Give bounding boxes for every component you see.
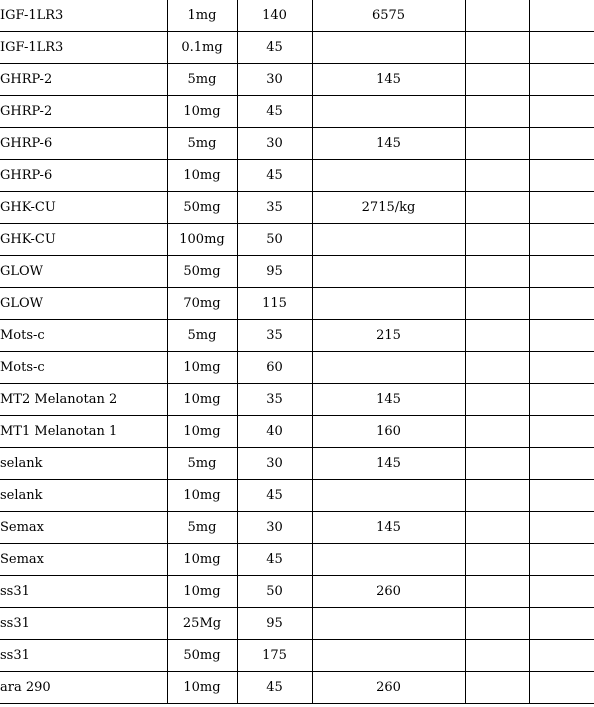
table-row bbox=[0, 224, 594, 256]
table-row bbox=[0, 608, 594, 640]
bulk-price-cell[interactable] bbox=[312, 96, 465, 128]
product-name-cell[interactable]: ss31 bbox=[0, 608, 167, 640]
table-row bbox=[0, 32, 594, 64]
bulk-price-cell[interactable] bbox=[312, 224, 465, 256]
product-name-cell[interactable]: GLOW bbox=[0, 288, 167, 320]
size-cell[interactable]: 25Mg bbox=[167, 608, 237, 640]
bulk-price-cell[interactable]: 215 bbox=[312, 320, 465, 352]
bulk-price-cell[interactable] bbox=[312, 544, 465, 576]
empty-cell[interactable] bbox=[465, 352, 529, 384]
bulk-price-cell[interactable] bbox=[312, 480, 465, 512]
table-row bbox=[0, 576, 594, 608]
price-cell[interactable]: 40 bbox=[237, 416, 312, 448]
table-row bbox=[0, 96, 594, 128]
product-name-cell[interactable]: MT2 Melanotan 2 bbox=[0, 384, 167, 416]
size-cell[interactable]: 5mg bbox=[167, 320, 237, 352]
price-cell[interactable]: 175 bbox=[237, 640, 312, 672]
price-cell[interactable]: 95 bbox=[237, 256, 312, 288]
price-cell[interactable]: 95 bbox=[237, 608, 312, 640]
price-cell[interactable]: 50 bbox=[237, 576, 312, 608]
empty-cell[interactable] bbox=[529, 320, 594, 352]
empty-cell[interactable] bbox=[465, 192, 529, 224]
product-name-cell[interactable]: GHRP-6 bbox=[0, 160, 167, 192]
empty-cell[interactable] bbox=[465, 384, 529, 416]
product-name-cell[interactable]: ara 290 bbox=[0, 672, 167, 704]
empty-cell[interactable] bbox=[529, 256, 594, 288]
size-cell[interactable]: 0.1mg bbox=[167, 32, 237, 64]
product-name-cell[interactable]: Semax bbox=[0, 544, 167, 576]
price-cell[interactable]: 35 bbox=[237, 320, 312, 352]
bulk-price-cell[interactable] bbox=[312, 352, 465, 384]
empty-cell[interactable] bbox=[465, 512, 529, 544]
product-name-cell[interactable]: GHRP-2 bbox=[0, 96, 167, 128]
table-row bbox=[0, 384, 594, 416]
empty-cell[interactable] bbox=[465, 544, 529, 576]
bulk-price-cell[interactable]: 145 bbox=[312, 128, 465, 160]
bulk-price-cell[interactable]: 6575 bbox=[312, 0, 465, 32]
empty-cell[interactable] bbox=[529, 288, 594, 320]
price-cell[interactable]: 60 bbox=[237, 352, 312, 384]
size-cell[interactable]: 10mg bbox=[167, 480, 237, 512]
bulk-price-cell[interactable]: 160 bbox=[312, 416, 465, 448]
empty-cell[interactable] bbox=[529, 480, 594, 512]
bulk-price-cell[interactable]: 145 bbox=[312, 512, 465, 544]
size-cell[interactable]: 10mg bbox=[167, 160, 237, 192]
table-row bbox=[0, 192, 594, 224]
empty-cell[interactable] bbox=[529, 640, 594, 672]
empty-cell[interactable] bbox=[529, 352, 594, 384]
product-name-cell[interactable]: GHK-CU bbox=[0, 192, 167, 224]
empty-cell[interactable] bbox=[465, 608, 529, 640]
product-name-cell[interactable]: IGF-1LR3 bbox=[0, 32, 167, 64]
empty-cell[interactable] bbox=[529, 448, 594, 480]
size-cell[interactable]: 10mg bbox=[167, 672, 237, 704]
size-cell[interactable]: 50mg bbox=[167, 192, 237, 224]
table-row bbox=[0, 480, 594, 512]
bulk-price-cell[interactable] bbox=[312, 32, 465, 64]
size-cell[interactable]: 10mg bbox=[167, 576, 237, 608]
empty-cell[interactable] bbox=[529, 64, 594, 96]
table-row bbox=[0, 128, 594, 160]
empty-cell[interactable] bbox=[465, 448, 529, 480]
empty-cell[interactable] bbox=[529, 96, 594, 128]
bulk-price-cell[interactable]: 145 bbox=[312, 384, 465, 416]
price-cell[interactable]: 35 bbox=[237, 384, 312, 416]
bulk-price-cell[interactable] bbox=[312, 288, 465, 320]
product-name-cell[interactable]: ss31 bbox=[0, 640, 167, 672]
empty-cell[interactable] bbox=[529, 576, 594, 608]
size-cell[interactable]: 10mg bbox=[167, 544, 237, 576]
table-row bbox=[0, 352, 594, 384]
table-row bbox=[0, 544, 594, 576]
product-name-cell[interactable]: ss31 bbox=[0, 576, 167, 608]
empty-cell[interactable] bbox=[465, 224, 529, 256]
empty-cell[interactable] bbox=[465, 256, 529, 288]
price-cell[interactable]: 115 bbox=[237, 288, 312, 320]
size-cell[interactable]: 10mg bbox=[167, 96, 237, 128]
empty-cell[interactable] bbox=[465, 672, 529, 704]
empty-cell[interactable] bbox=[465, 64, 529, 96]
bulk-price-cell[interactable] bbox=[312, 256, 465, 288]
size-cell[interactable]: 5mg bbox=[167, 448, 237, 480]
price-cell[interactable]: 30 bbox=[237, 64, 312, 96]
price-cell[interactable]: 35 bbox=[237, 192, 312, 224]
price-cell[interactable]: 50 bbox=[237, 224, 312, 256]
product-name-cell[interactable]: GLOW bbox=[0, 256, 167, 288]
empty-cell[interactable] bbox=[465, 0, 529, 32]
bulk-price-cell[interactable] bbox=[312, 608, 465, 640]
empty-cell[interactable] bbox=[465, 96, 529, 128]
empty-cell[interactable] bbox=[529, 128, 594, 160]
table-row bbox=[0, 320, 594, 352]
empty-cell[interactable] bbox=[529, 160, 594, 192]
empty-cell[interactable] bbox=[465, 416, 529, 448]
product-name-cell[interactable]: Semax bbox=[0, 512, 167, 544]
product-name-cell[interactable]: GHRP-6 bbox=[0, 128, 167, 160]
empty-cell[interactable] bbox=[529, 544, 594, 576]
empty-cell[interactable] bbox=[529, 672, 594, 704]
price-cell[interactable]: 140 bbox=[237, 0, 312, 32]
table-row bbox=[0, 256, 594, 288]
table-row bbox=[0, 512, 594, 544]
price-cell[interactable]: 30 bbox=[237, 128, 312, 160]
product-name-cell[interactable]: GHK-CU bbox=[0, 224, 167, 256]
product-name-cell[interactable]: IGF-1LR3 bbox=[0, 0, 167, 32]
size-cell[interactable]: 10mg bbox=[167, 416, 237, 448]
empty-cell[interactable] bbox=[465, 160, 529, 192]
empty-cell[interactable] bbox=[529, 416, 594, 448]
product-name-cell[interactable]: MT1 Melanotan 1 bbox=[0, 416, 167, 448]
empty-cell[interactable] bbox=[529, 32, 594, 64]
empty-cell[interactable] bbox=[529, 0, 594, 32]
size-cell[interactable]: 50mg bbox=[167, 256, 237, 288]
size-cell[interactable]: 70mg bbox=[167, 288, 237, 320]
size-cell[interactable]: 5mg bbox=[167, 64, 237, 96]
empty-cell[interactable] bbox=[529, 608, 594, 640]
bulk-price-cell[interactable]: 260 bbox=[312, 672, 465, 704]
table-row bbox=[0, 672, 594, 704]
size-cell[interactable]: 10mg bbox=[167, 352, 237, 384]
product-name-cell[interactable]: selank bbox=[0, 480, 167, 512]
product-name-cell[interactable]: Mots-c bbox=[0, 320, 167, 352]
size-cell[interactable]: 10mg bbox=[167, 384, 237, 416]
table-row bbox=[0, 288, 594, 320]
bulk-price-cell[interactable]: 145 bbox=[312, 448, 465, 480]
empty-cell[interactable] bbox=[529, 384, 594, 416]
price-cell[interactable]: 45 bbox=[237, 96, 312, 128]
empty-cell[interactable] bbox=[465, 640, 529, 672]
empty-cell[interactable] bbox=[529, 192, 594, 224]
empty-cell[interactable] bbox=[529, 512, 594, 544]
empty-cell[interactable] bbox=[465, 32, 529, 64]
bulk-price-cell[interactable] bbox=[312, 640, 465, 672]
empty-cell[interactable] bbox=[529, 224, 594, 256]
table-row bbox=[0, 0, 594, 32]
size-cell[interactable]: 5mg bbox=[167, 512, 237, 544]
empty-cell[interactable] bbox=[465, 320, 529, 352]
bulk-price-cell[interactable] bbox=[312, 160, 465, 192]
empty-cell[interactable] bbox=[465, 288, 529, 320]
size-cell[interactable]: 100mg bbox=[167, 224, 237, 256]
empty-cell[interactable] bbox=[465, 128, 529, 160]
table-row bbox=[0, 64, 594, 96]
size-cell[interactable]: 5mg bbox=[167, 128, 237, 160]
bulk-price-cell[interactable]: 145 bbox=[312, 64, 465, 96]
table-row bbox=[0, 416, 594, 448]
size-cell[interactable]: 1mg bbox=[167, 0, 237, 32]
price-cell[interactable]: 45 bbox=[237, 672, 312, 704]
product-name-cell[interactable]: GHRP-2 bbox=[0, 64, 167, 96]
empty-cell[interactable] bbox=[465, 576, 529, 608]
price-cell[interactable]: 45 bbox=[237, 480, 312, 512]
product-name-cell[interactable]: Mots-c bbox=[0, 352, 167, 384]
price-cell[interactable]: 30 bbox=[237, 448, 312, 480]
table-row bbox=[0, 160, 594, 192]
table-row bbox=[0, 640, 594, 672]
bulk-price-cell[interactable]: 260 bbox=[312, 576, 465, 608]
price-cell[interactable]: 45 bbox=[237, 160, 312, 192]
bulk-price-cell[interactable]: 2715/kg bbox=[312, 192, 465, 224]
product-name-cell[interactable]: selank bbox=[0, 448, 167, 480]
price-cell[interactable]: 45 bbox=[237, 544, 312, 576]
size-cell[interactable]: 50mg bbox=[167, 640, 237, 672]
table-row bbox=[0, 448, 594, 480]
price-cell[interactable]: 30 bbox=[237, 512, 312, 544]
price-cell[interactable]: 45 bbox=[237, 32, 312, 64]
empty-cell[interactable] bbox=[465, 480, 529, 512]
